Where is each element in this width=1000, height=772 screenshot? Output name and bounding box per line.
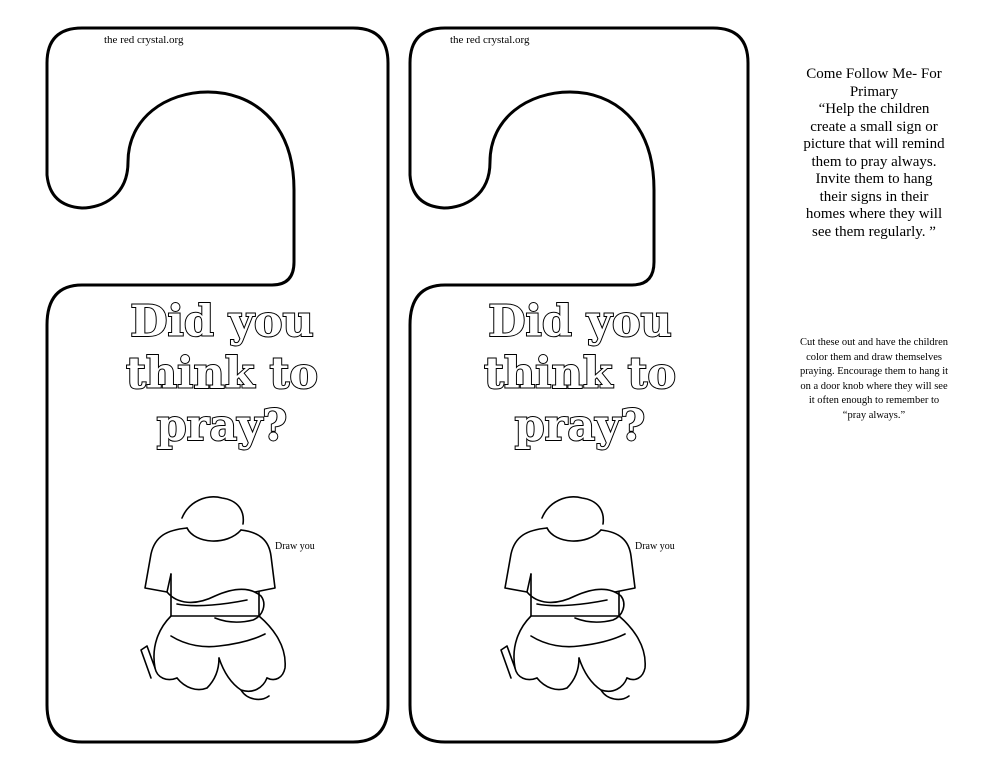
title-line: pray? xyxy=(514,401,646,451)
heading-line: Invite them to hang xyxy=(815,171,933,187)
note-line: Cut these out and have the children xyxy=(799,337,949,348)
heading-line: Primary xyxy=(849,83,899,100)
title-line: Did you xyxy=(488,297,672,347)
title-line: think to xyxy=(125,349,319,399)
praying-child-illustration xyxy=(497,496,667,706)
title-line: Did you xyxy=(130,297,314,347)
instructions-note xyxy=(766,336,982,423)
title-line: think to xyxy=(483,349,677,399)
hanger-title xyxy=(420,296,740,452)
draw-you-label: Draw you xyxy=(275,541,315,552)
site-label: the red crystal.org xyxy=(450,34,530,46)
heading-line: see them regularly. ” xyxy=(812,223,936,240)
title-line: pray? xyxy=(156,401,288,451)
draw-you-label: Draw you xyxy=(635,541,675,552)
heading-line: homes where they will xyxy=(805,206,943,222)
note-line: “pray always.” xyxy=(842,409,906,421)
note-line: praying. Encourage them to hang it xyxy=(799,366,949,377)
note-line: it often enough to remember to xyxy=(808,395,940,406)
heading-line: them to pray always. xyxy=(811,153,937,170)
heading-line: create a small sign or xyxy=(810,118,938,135)
instructions-heading xyxy=(768,66,980,241)
heading-line: their signs in their xyxy=(819,188,929,205)
heading-line: “Help the children xyxy=(818,101,930,117)
note-line: color them and draw themselves xyxy=(806,351,942,363)
site-label: the red crystal.org xyxy=(104,34,184,46)
heading-line: picture that will remind xyxy=(803,136,945,152)
note-line: on a door knob where they will see xyxy=(800,380,948,392)
heading-line: Come Follow Me- For xyxy=(806,66,942,82)
